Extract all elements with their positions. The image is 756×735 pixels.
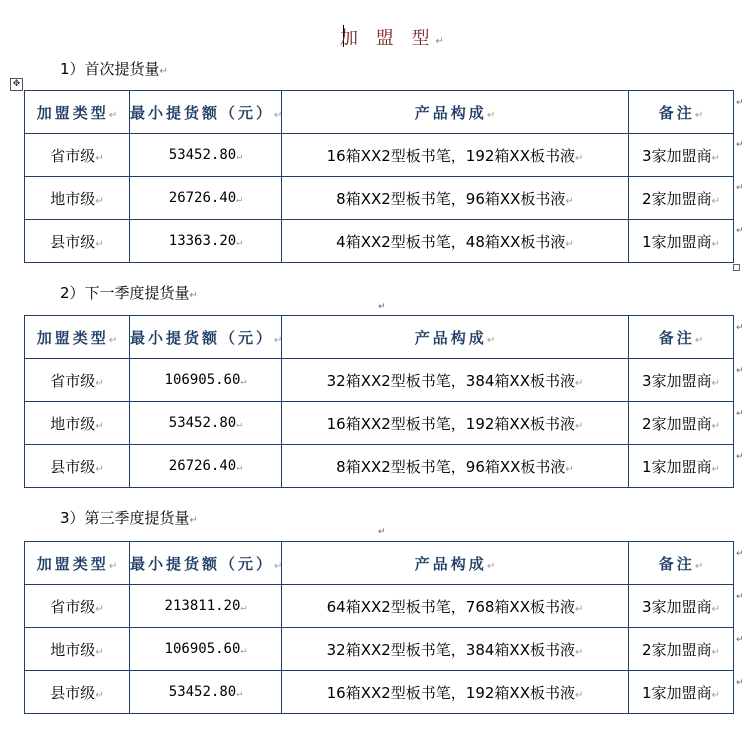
products-cell: 16箱XX2型板书笔，192箱XX板书液↵ [282, 134, 629, 177]
note-cell: 2家加盟商↵ [629, 628, 734, 671]
paragraph-mark: ↵ [189, 515, 198, 526]
move-cross-icon[interactable]: ✥ [10, 78, 23, 91]
type-cell: 县市级↵ [25, 220, 130, 263]
table-row [25, 402, 734, 445]
amount-cell: 26726.40↵ [130, 445, 282, 488]
table-row [25, 628, 734, 671]
note-cell: 1家加盟商↵ [629, 671, 734, 714]
table-header-row [25, 316, 734, 359]
page-title-text: 加 盟 型 [340, 28, 436, 49]
paragraph-mark: ↵ [159, 66, 168, 77]
note-cell: 1家加盟商↵ [629, 445, 734, 488]
table-first-order [24, 90, 734, 263]
amount-cell: 213811.20↵ [130, 585, 282, 628]
end-of-row-mark: ↵ [736, 366, 744, 376]
type-cell: 省市级↵ [25, 359, 130, 402]
note-cell: 2家加盟商↵ [629, 177, 734, 220]
end-of-row-mark: ↵ [736, 549, 744, 559]
header-cell: 产品构成↵ [282, 91, 629, 134]
section-heading-3-text: 3）第三季度提货量 [60, 509, 190, 527]
paragraph-mark: ↵ [189, 290, 198, 301]
type-cell: 省市级↵ [25, 585, 130, 628]
resize-square-icon[interactable] [733, 264, 740, 271]
section-heading-1-text: 1）首次提货量 [60, 60, 160, 78]
end-of-row-mark: ↵ [736, 140, 744, 150]
amount-cell: 106905.60↵ [130, 359, 282, 402]
note-cell: 2家加盟商↵ [629, 402, 734, 445]
table-row [25, 134, 734, 177]
header-cell: 加盟类型↵ [25, 316, 130, 359]
type-cell: 地市级↵ [25, 402, 130, 445]
amount-cell: 13363.20↵ [130, 220, 282, 263]
header-cell: 产品构成↵ [282, 542, 629, 585]
table-row [25, 445, 734, 488]
header-cell: 加盟类型↵ [25, 542, 130, 585]
paragraph-mark: ↵ [378, 527, 386, 537]
header-cell: 加盟类型↵ [25, 91, 130, 134]
end-of-row-mark: ↵ [736, 409, 744, 419]
table-row [25, 671, 734, 714]
products-cell: 16箱XX2型板书笔，192箱XX板书液↵ [282, 402, 629, 445]
table-row [25, 585, 734, 628]
note-cell: 1家加盟商↵ [629, 220, 734, 263]
end-of-row-mark: ↵ [736, 98, 744, 108]
amount-cell: 106905.60↵ [130, 628, 282, 671]
products-cell: 8箱XX2型板书笔，96箱XX板书液↵ [282, 445, 629, 488]
table-header-row [25, 91, 734, 134]
paragraph-mark: ↵ [378, 302, 386, 312]
end-of-row-mark: ↵ [736, 635, 744, 645]
amount-cell: 53452.80↵ [130, 671, 282, 714]
type-cell: 县市级↵ [25, 671, 130, 714]
header-cell: 产品构成↵ [282, 316, 629, 359]
note-cell: 3家加盟商↵ [629, 585, 734, 628]
section-heading-2 [60, 282, 198, 303]
section-heading-3 [60, 507, 198, 528]
end-of-row-mark: ↵ [736, 452, 744, 462]
amount-cell: 53452.80↵ [130, 402, 282, 445]
header-cell: 最小提货额（元）↵ [130, 542, 282, 585]
type-cell: 地市级↵ [25, 628, 130, 671]
header-cell: 备注↵ [629, 316, 734, 359]
section-heading-2-text: 2）下一季度提货量 [60, 284, 190, 302]
section-heading-1 [60, 58, 168, 79]
table-row [25, 220, 734, 263]
page-title [340, 24, 444, 50]
table-row [25, 177, 734, 220]
header-cell: 最小提货额（元）↵ [130, 316, 282, 359]
products-cell: 16箱XX2型板书笔，192箱XX板书液↵ [282, 671, 629, 714]
paragraph-mark: ↵ [435, 36, 444, 47]
amount-cell: 53452.80↵ [130, 134, 282, 177]
header-cell: 备注↵ [629, 91, 734, 134]
note-cell: 3家加盟商↵ [629, 134, 734, 177]
note-cell: 3家加盟商↵ [629, 359, 734, 402]
header-cell: 备注↵ [629, 542, 734, 585]
end-of-row-mark: ↵ [736, 678, 744, 688]
header-cell: 最小提货额（元）↵ [130, 91, 282, 134]
type-cell: 地市级↵ [25, 177, 130, 220]
table-next-quarter [24, 315, 734, 488]
table-row [25, 359, 734, 402]
table-header-row [25, 542, 734, 585]
type-cell: 省市级↵ [25, 134, 130, 177]
table-third-quarter [24, 541, 734, 714]
end-of-row-mark: ↵ [736, 183, 744, 193]
products-cell: 64箱XX2型板书笔，768箱XX板书液↵ [282, 585, 629, 628]
products-cell: 8箱XX2型板书笔，96箱XX板书液↵ [282, 177, 629, 220]
end-of-row-mark: ↵ [736, 592, 744, 602]
end-of-row-mark: ↵ [736, 323, 744, 333]
end-of-row-mark: ↵ [736, 226, 744, 236]
products-cell: 32箱XX2型板书笔，384箱XX板书液↵ [282, 628, 629, 671]
products-cell: 4箱XX2型板书笔，48箱XX板书液↵ [282, 220, 629, 263]
amount-cell: 26726.40↵ [130, 177, 282, 220]
products-cell: 32箱XX2型板书笔，384箱XX板书液↵ [282, 359, 629, 402]
type-cell: 县市级↵ [25, 445, 130, 488]
